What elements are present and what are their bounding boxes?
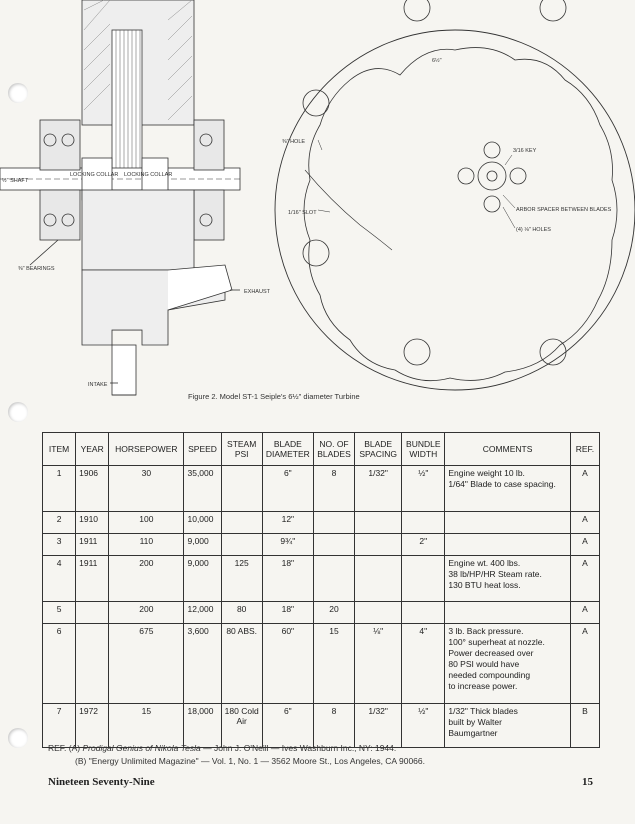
header-speed: SPEED: [184, 433, 221, 466]
comment-line: Power decreased over: [448, 648, 534, 658]
locking-collar-left-label: LOCKING COLLAR: [70, 172, 119, 178]
reference-a: [48, 742, 425, 755]
cell-speed: 9,000: [184, 534, 221, 556]
cell-blade-diameter: 12": [262, 512, 313, 534]
cell-horsepower: 200: [109, 556, 184, 602]
references: [48, 742, 425, 768]
cell-horsepower: 200: [109, 602, 184, 624]
cell-no-of-blades: [313, 556, 354, 602]
cell-ref: B: [570, 704, 599, 748]
cell-blade-spacing: [355, 534, 402, 556]
header-no-of-blades: NO. OF BLADES: [313, 433, 354, 466]
figure-caption: Figure 2. Model ST-1 Seiple's 6½" diameter Turbine: [188, 392, 360, 401]
cell-item: 6: [43, 624, 76, 704]
cell-blade-diameter: 6": [262, 704, 313, 748]
comment-line: built by Walter: [448, 717, 502, 727]
comment-line: 1/64" Blade to case spacing.: [448, 479, 556, 489]
cell-comments: [445, 466, 570, 512]
cell-comments: [445, 534, 570, 556]
holes-label: (4) ⅛" HOLES: [516, 227, 551, 233]
cell-no-of-blades: 15: [313, 624, 354, 704]
locking-collar-right-label: LOCKING COLLAR: [124, 172, 173, 178]
cell-blade-diameter: 18": [262, 556, 313, 602]
cell-speed: 18,000: [184, 704, 221, 748]
cell-year: 1910: [76, 512, 109, 534]
reference-a-prefix: REF. (A): [48, 743, 83, 753]
table-header-row: [43, 433, 600, 466]
cell-blade-spacing: [355, 512, 402, 534]
cell-item: 4: [43, 556, 76, 602]
header-bundle-width: BUNDLE WIDTH: [402, 433, 445, 466]
cell-item: 1: [43, 466, 76, 512]
cell-speed: 3,600: [184, 624, 221, 704]
cell-year: [76, 624, 109, 704]
reference-b: (B) "Energy Unlimited Magazine" — Vol. 1, No. 1 — 3562 Moore St., Los Angeles, CA 90066.: [75, 756, 425, 766]
cell-blade-diameter: 60": [262, 624, 313, 704]
comment-line: Engine weight 10 lb.: [448, 468, 525, 478]
cell-bundle-width: [402, 512, 445, 534]
arbor-spacer-label: ARBOR SPACER BETWEEN BLADES: [516, 207, 612, 213]
cell-comments: [445, 624, 570, 704]
cell-ref: A: [570, 534, 599, 556]
cell-steam-psi: 80: [221, 602, 262, 624]
comment-line: 80 PSI would have: [448, 659, 520, 669]
header-item: ITEM: [43, 433, 76, 466]
cell-year: 1906: [76, 466, 109, 512]
table-row: [43, 624, 600, 704]
header-ref: REF.: [570, 433, 599, 466]
cell-blade-spacing: 1/32": [355, 704, 402, 748]
cell-speed: 35,000: [184, 466, 221, 512]
cell-comments: [445, 512, 570, 534]
cell-no-of-blades: 20: [313, 602, 354, 624]
cell-blade-spacing: ⅛": [355, 624, 402, 704]
cell-blade-spacing: [355, 602, 402, 624]
header-blade-spacing: BLADE SPACING: [355, 433, 402, 466]
cell-no-of-blades: [313, 534, 354, 556]
cell-item: 5: [43, 602, 76, 624]
table-row: [43, 512, 600, 534]
cell-bundle-width: [402, 602, 445, 624]
hole-label: ⅜" HOLE: [282, 139, 306, 145]
diameter-label: 6½": [432, 58, 442, 64]
cell-item: 3: [43, 534, 76, 556]
turbine-specs-table: [42, 432, 600, 748]
cell-bundle-width: [402, 556, 445, 602]
header-year: YEAR: [76, 433, 109, 466]
cell-ref: A: [570, 624, 599, 704]
cell-ref: A: [570, 602, 599, 624]
comment-line: needed compounding: [448, 670, 531, 680]
cell-speed: 9,000: [184, 556, 221, 602]
cell-blade-diameter: 6": [262, 466, 313, 512]
cell-ref: A: [570, 512, 599, 534]
cell-comments: [445, 704, 570, 748]
cell-horsepower: 110: [109, 534, 184, 556]
table-row: [43, 704, 600, 748]
cell-speed: 10,000: [184, 512, 221, 534]
cell-bundle-width: ½": [402, 704, 445, 748]
reference-a-rest: — John J. O'Neill — Ives Washburn Inc., NY: 1944.: [200, 743, 397, 753]
cell-no-of-blades: 8: [313, 704, 354, 748]
table-row: [43, 466, 600, 512]
cell-year: 1972: [76, 704, 109, 748]
cell-speed: 12,000: [184, 602, 221, 624]
cell-year: [76, 602, 109, 624]
page-number: 15: [582, 776, 593, 788]
header-blade-diameter: BLADE DIAMETER: [262, 433, 313, 466]
comment-line: Engine wt. 400 lbs.: [448, 558, 521, 568]
cell-horsepower: 100: [109, 512, 184, 534]
cell-no-of-blades: [313, 512, 354, 534]
comment-line: 130 BTU heat loss.: [448, 580, 521, 590]
comment-line: 3 lb. Back pressure.: [448, 626, 524, 636]
cell-blade-diameter: 9¾": [262, 534, 313, 556]
binder-hole-bottom: [8, 728, 28, 748]
intake-label: INTAKE: [88, 382, 108, 388]
cell-comments: [445, 556, 570, 602]
cell-steam-psi: [221, 534, 262, 556]
comment-line: Baumgartner: [448, 728, 498, 738]
cell-steam-psi: [221, 512, 262, 534]
table-row: [43, 602, 600, 624]
slot-label: 1/16" SLOT: [288, 210, 317, 216]
cell-bundle-width: 2": [402, 534, 445, 556]
comment-line: 100° superheat at nozzle.: [448, 637, 545, 647]
cell-item: 2: [43, 512, 76, 534]
cell-blade-diameter: 18": [262, 602, 313, 624]
shaft-label: ½" SHAFT: [2, 178, 29, 184]
cell-no-of-blades: 8: [313, 466, 354, 512]
cell-steam-psi: 80 ABS.: [221, 624, 262, 704]
cell-ref: A: [570, 466, 599, 512]
comment-line: 38 lb/HP/HR Steam rate.: [448, 569, 542, 579]
key-label: 3/16 KEY: [513, 148, 537, 154]
blade-disk: [275, 0, 635, 390]
cell-steam-psi: 180 Cold Air: [221, 704, 262, 748]
cell-year: 1911: [76, 556, 109, 602]
turbine-cross-section: [0, 0, 240, 395]
cell-ref: A: [570, 556, 599, 602]
cell-comments: [445, 602, 570, 624]
cell-horsepower: 675: [109, 624, 184, 704]
cell-steam-psi: 125: [221, 556, 262, 602]
reference-a-title: Prodigal Genius of Nikola Tesla: [82, 743, 201, 753]
cell-blade-spacing: [355, 556, 402, 602]
cell-horsepower: 15: [109, 704, 184, 748]
cell-bundle-width: ½": [402, 466, 445, 512]
cell-item: 7: [43, 704, 76, 748]
cell-blade-spacing: 1/32": [355, 466, 402, 512]
comment-line: to increase power.: [448, 681, 518, 691]
cell-steam-psi: [221, 466, 262, 512]
header-steam-psi: STEAM PSI: [221, 433, 262, 466]
exhaust-label: EXHAUST: [244, 289, 270, 295]
table-row: [43, 534, 600, 556]
cell-horsepower: 30: [109, 466, 184, 512]
footer-title: Nineteen Seventy-Nine: [48, 776, 155, 788]
bearings-label: ⅜" BEARINGS: [18, 266, 55, 272]
header-comments: COMMENTS: [445, 433, 570, 466]
header-horsepower: HORSEPOWER: [109, 433, 184, 466]
cell-bundle-width: 4": [402, 624, 445, 704]
cell-year: 1911: [76, 534, 109, 556]
comment-line: 1/32" Thick blades: [448, 706, 518, 716]
table-row: [43, 556, 600, 602]
